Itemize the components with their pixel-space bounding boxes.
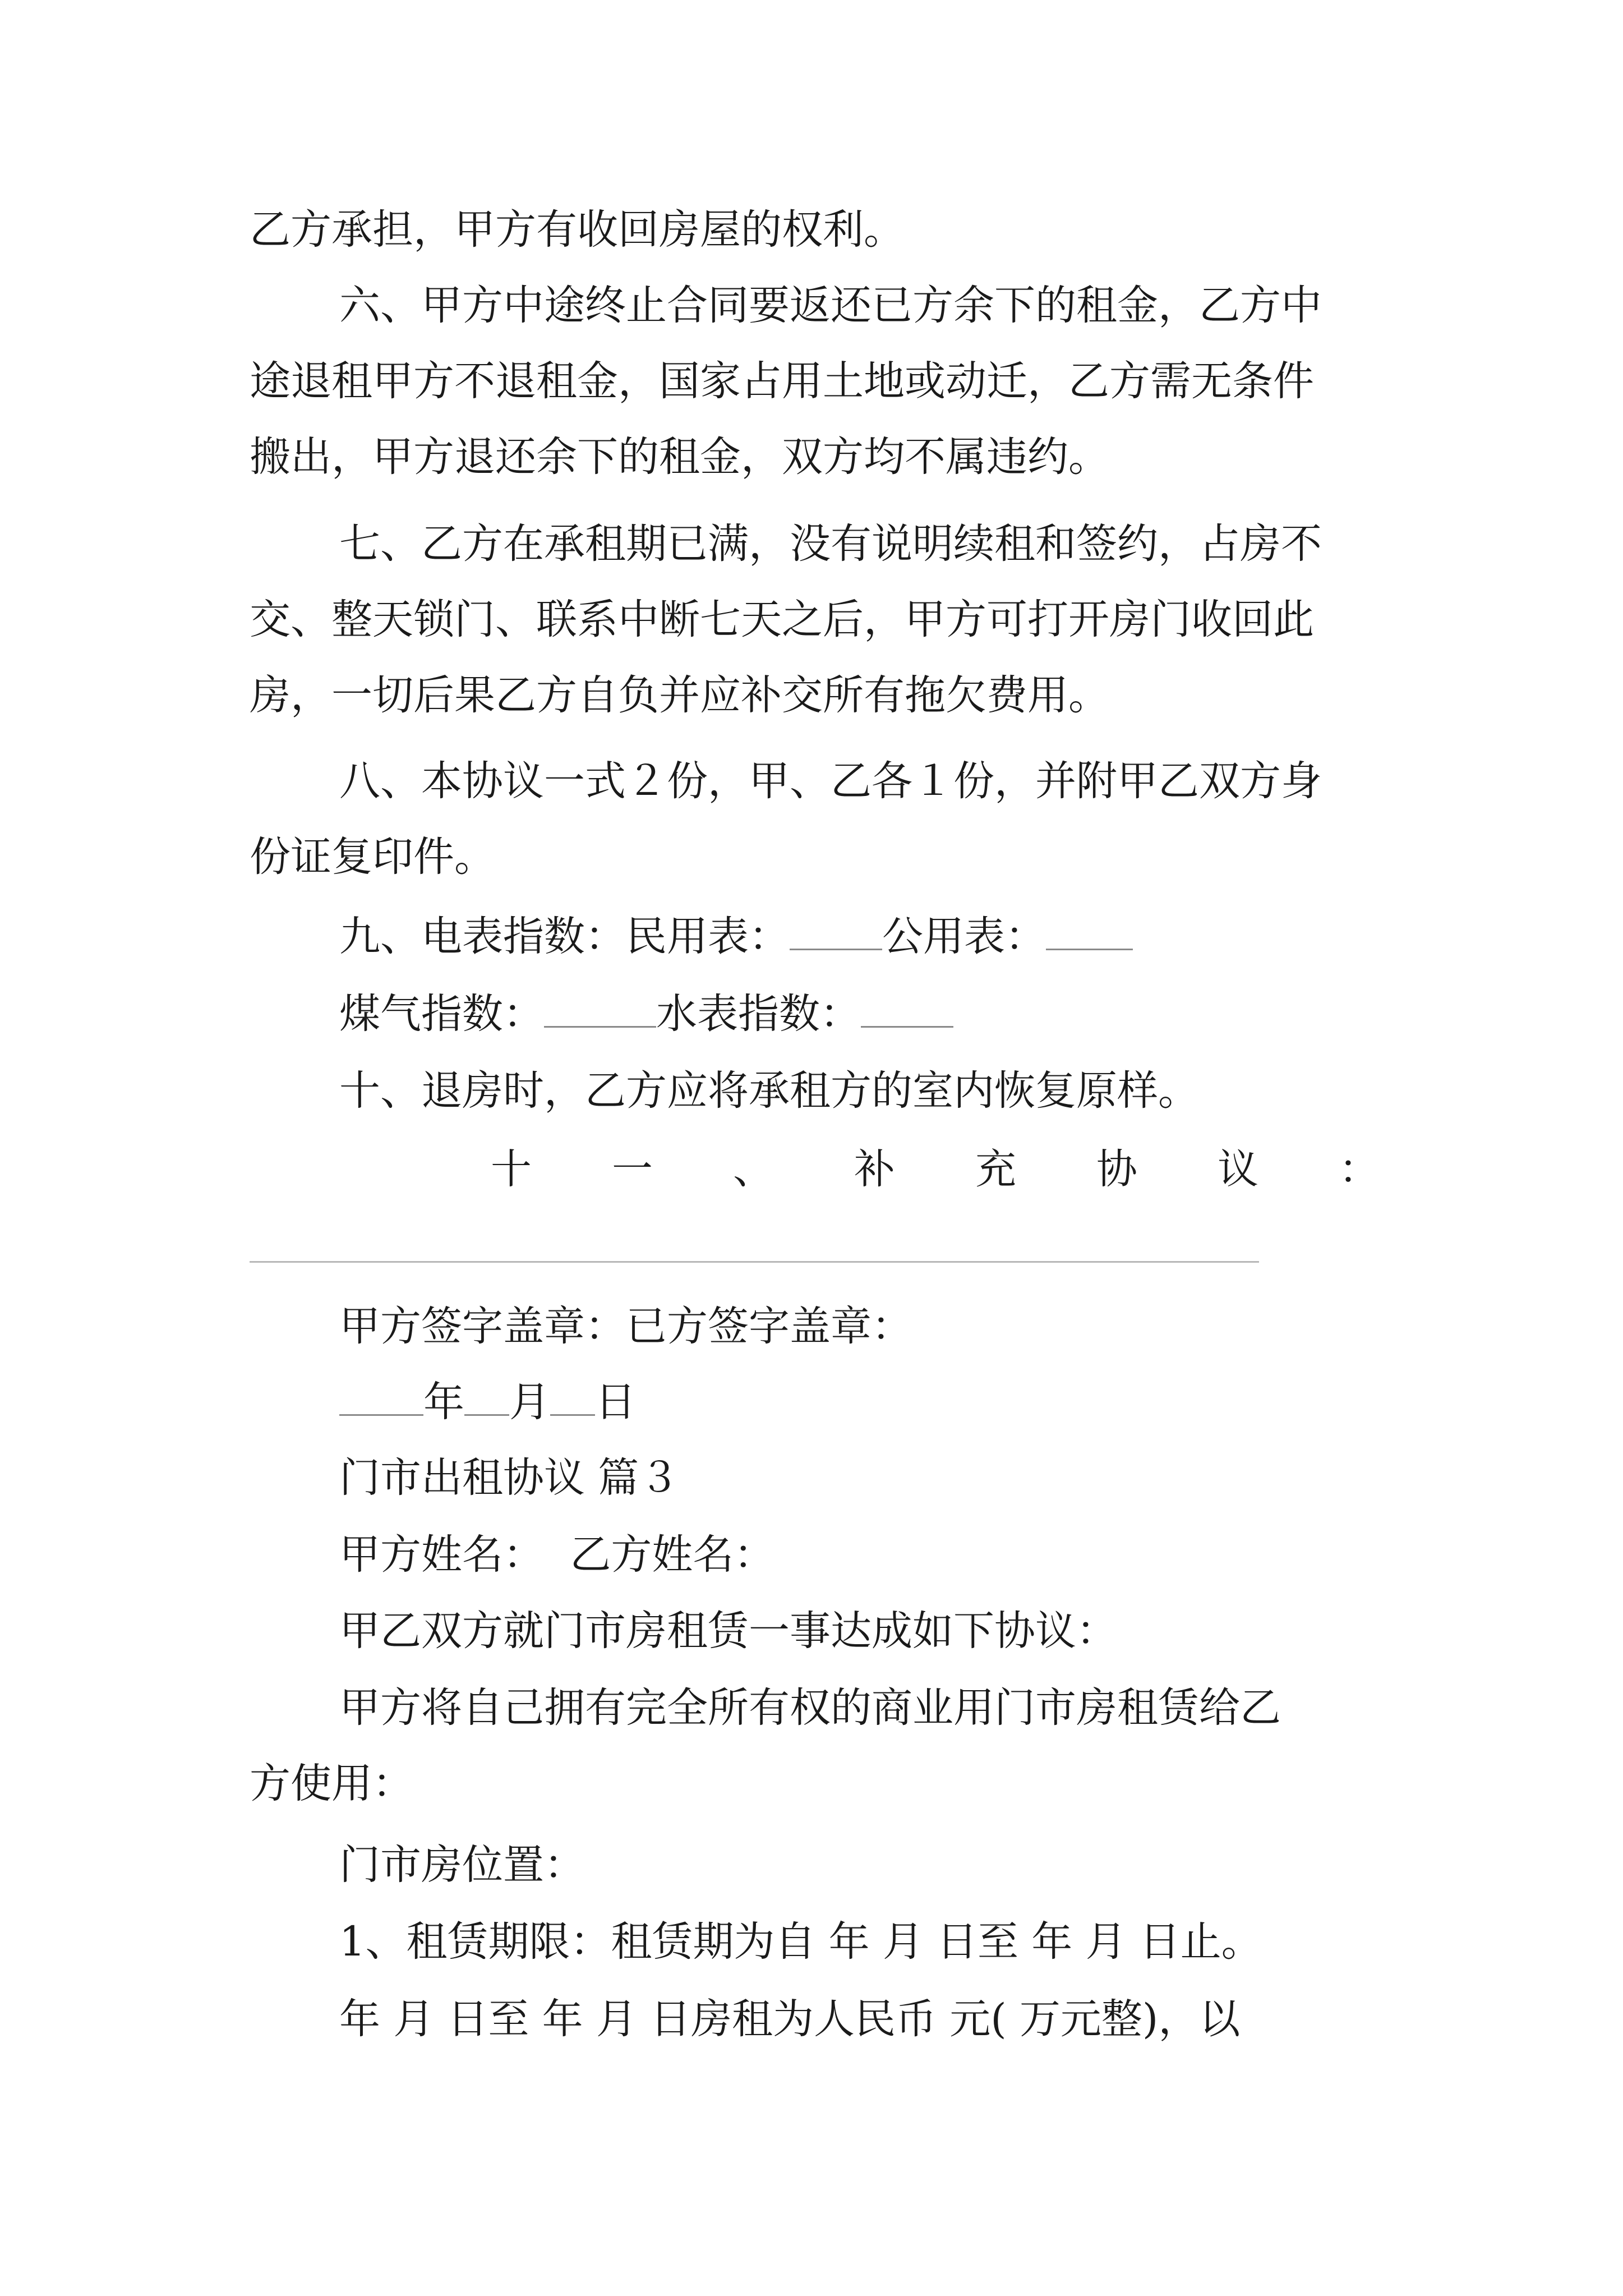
signature-line: 甲方签字盖章：已方签字盖章：	[339, 1303, 912, 1350]
term-line: 1、租赁期限：租赁期为自 年 月 日至 年 月 日止。	[339, 1918, 1262, 1966]
date-line	[0, 1374, 1623, 1430]
clause-7-line-3: 房，一切后果乙方自负并应补交所有拖欠费用。	[250, 671, 1109, 719]
usage-line-1: 甲方将自己拥有完全所有权的商业用门市房租赁给乙	[339, 1684, 1281, 1732]
clause-7-line-2: 交、整天锁门、联系中断七天之后，甲方可打开房门收回此	[250, 596, 1314, 643]
year-label: 年	[423, 1378, 464, 1426]
public-meter-blank	[1046, 914, 1133, 950]
clause-11-heading	[491, 1142, 1380, 1198]
clause-11-char: 、	[733, 1145, 774, 1193]
electric-label: 九、电表指数：民用表：	[339, 913, 790, 960]
clause-9-electric	[0, 909, 1623, 965]
clause-10: 十、退房时，乙方应将承租方的室内恢复原样。	[339, 1067, 1199, 1115]
clause-8-line-1: 八、本协议一式２份，甲、乙各１份，并附甲乙双方身	[339, 757, 1322, 805]
section-title: 门市出租协议 篇３	[339, 1454, 680, 1502]
month-label: 月	[509, 1378, 550, 1426]
year-blank	[339, 1379, 423, 1416]
day-label: 日	[595, 1378, 636, 1426]
rent-line: 年 月 日至 年 月 日房租为人民币 元( 万元整)，以	[339, 1995, 1241, 2043]
water-meter-blank	[861, 991, 953, 1028]
clause-6-line-1: 六、甲方中途终止合同要返还已方余下的租金，乙方中	[339, 282, 1322, 329]
clause-9-gas	[0, 986, 1623, 1042]
gas-blank	[544, 991, 656, 1028]
intro-line: 甲乙双方就门市房租赁一事达成如下协议：	[339, 1607, 1117, 1655]
clause-11-char: 协	[1096, 1145, 1137, 1193]
location-line: 门市房位置：	[339, 1841, 585, 1889]
parties-line: 甲方姓名： 乙方姓名：	[339, 1531, 775, 1579]
clause-11-char: 充	[975, 1145, 1016, 1193]
clause-6-line-3: 搬出，甲方退还余下的租金，双方均不属违约。	[250, 433, 1109, 481]
electric-blank	[790, 914, 882, 950]
clause-8-line-2: 份证复印件。	[250, 833, 495, 881]
clause-11-char: ：	[1339, 1145, 1380, 1193]
clause-7-line-1: 七、乙方在承租期已满，没有说明续租和签约，占房不	[339, 520, 1322, 568]
water-meter-label: 水表指数：	[656, 990, 861, 1038]
clause-11-char: 十	[491, 1145, 532, 1193]
clause-11-char: 一	[612, 1145, 653, 1193]
public-meter-label: 公用表：	[882, 913, 1046, 960]
supplement-blank-rule	[250, 1261, 1259, 1263]
gas-label: 煤气指数：	[339, 990, 544, 1038]
usage-line-2: 方使用：	[250, 1760, 413, 1807]
day-blank	[550, 1379, 595, 1416]
clause-11-char: 议	[1218, 1145, 1258, 1193]
clause-6-line-2: 途退租甲方不退租金，国家占用土地或动迁，乙方需无条件	[250, 357, 1314, 405]
month-blank	[464, 1379, 509, 1416]
text-line: 乙方承担，甲方有收回房屋的权利。	[250, 206, 905, 254]
clause-11-char: 补	[854, 1145, 895, 1193]
